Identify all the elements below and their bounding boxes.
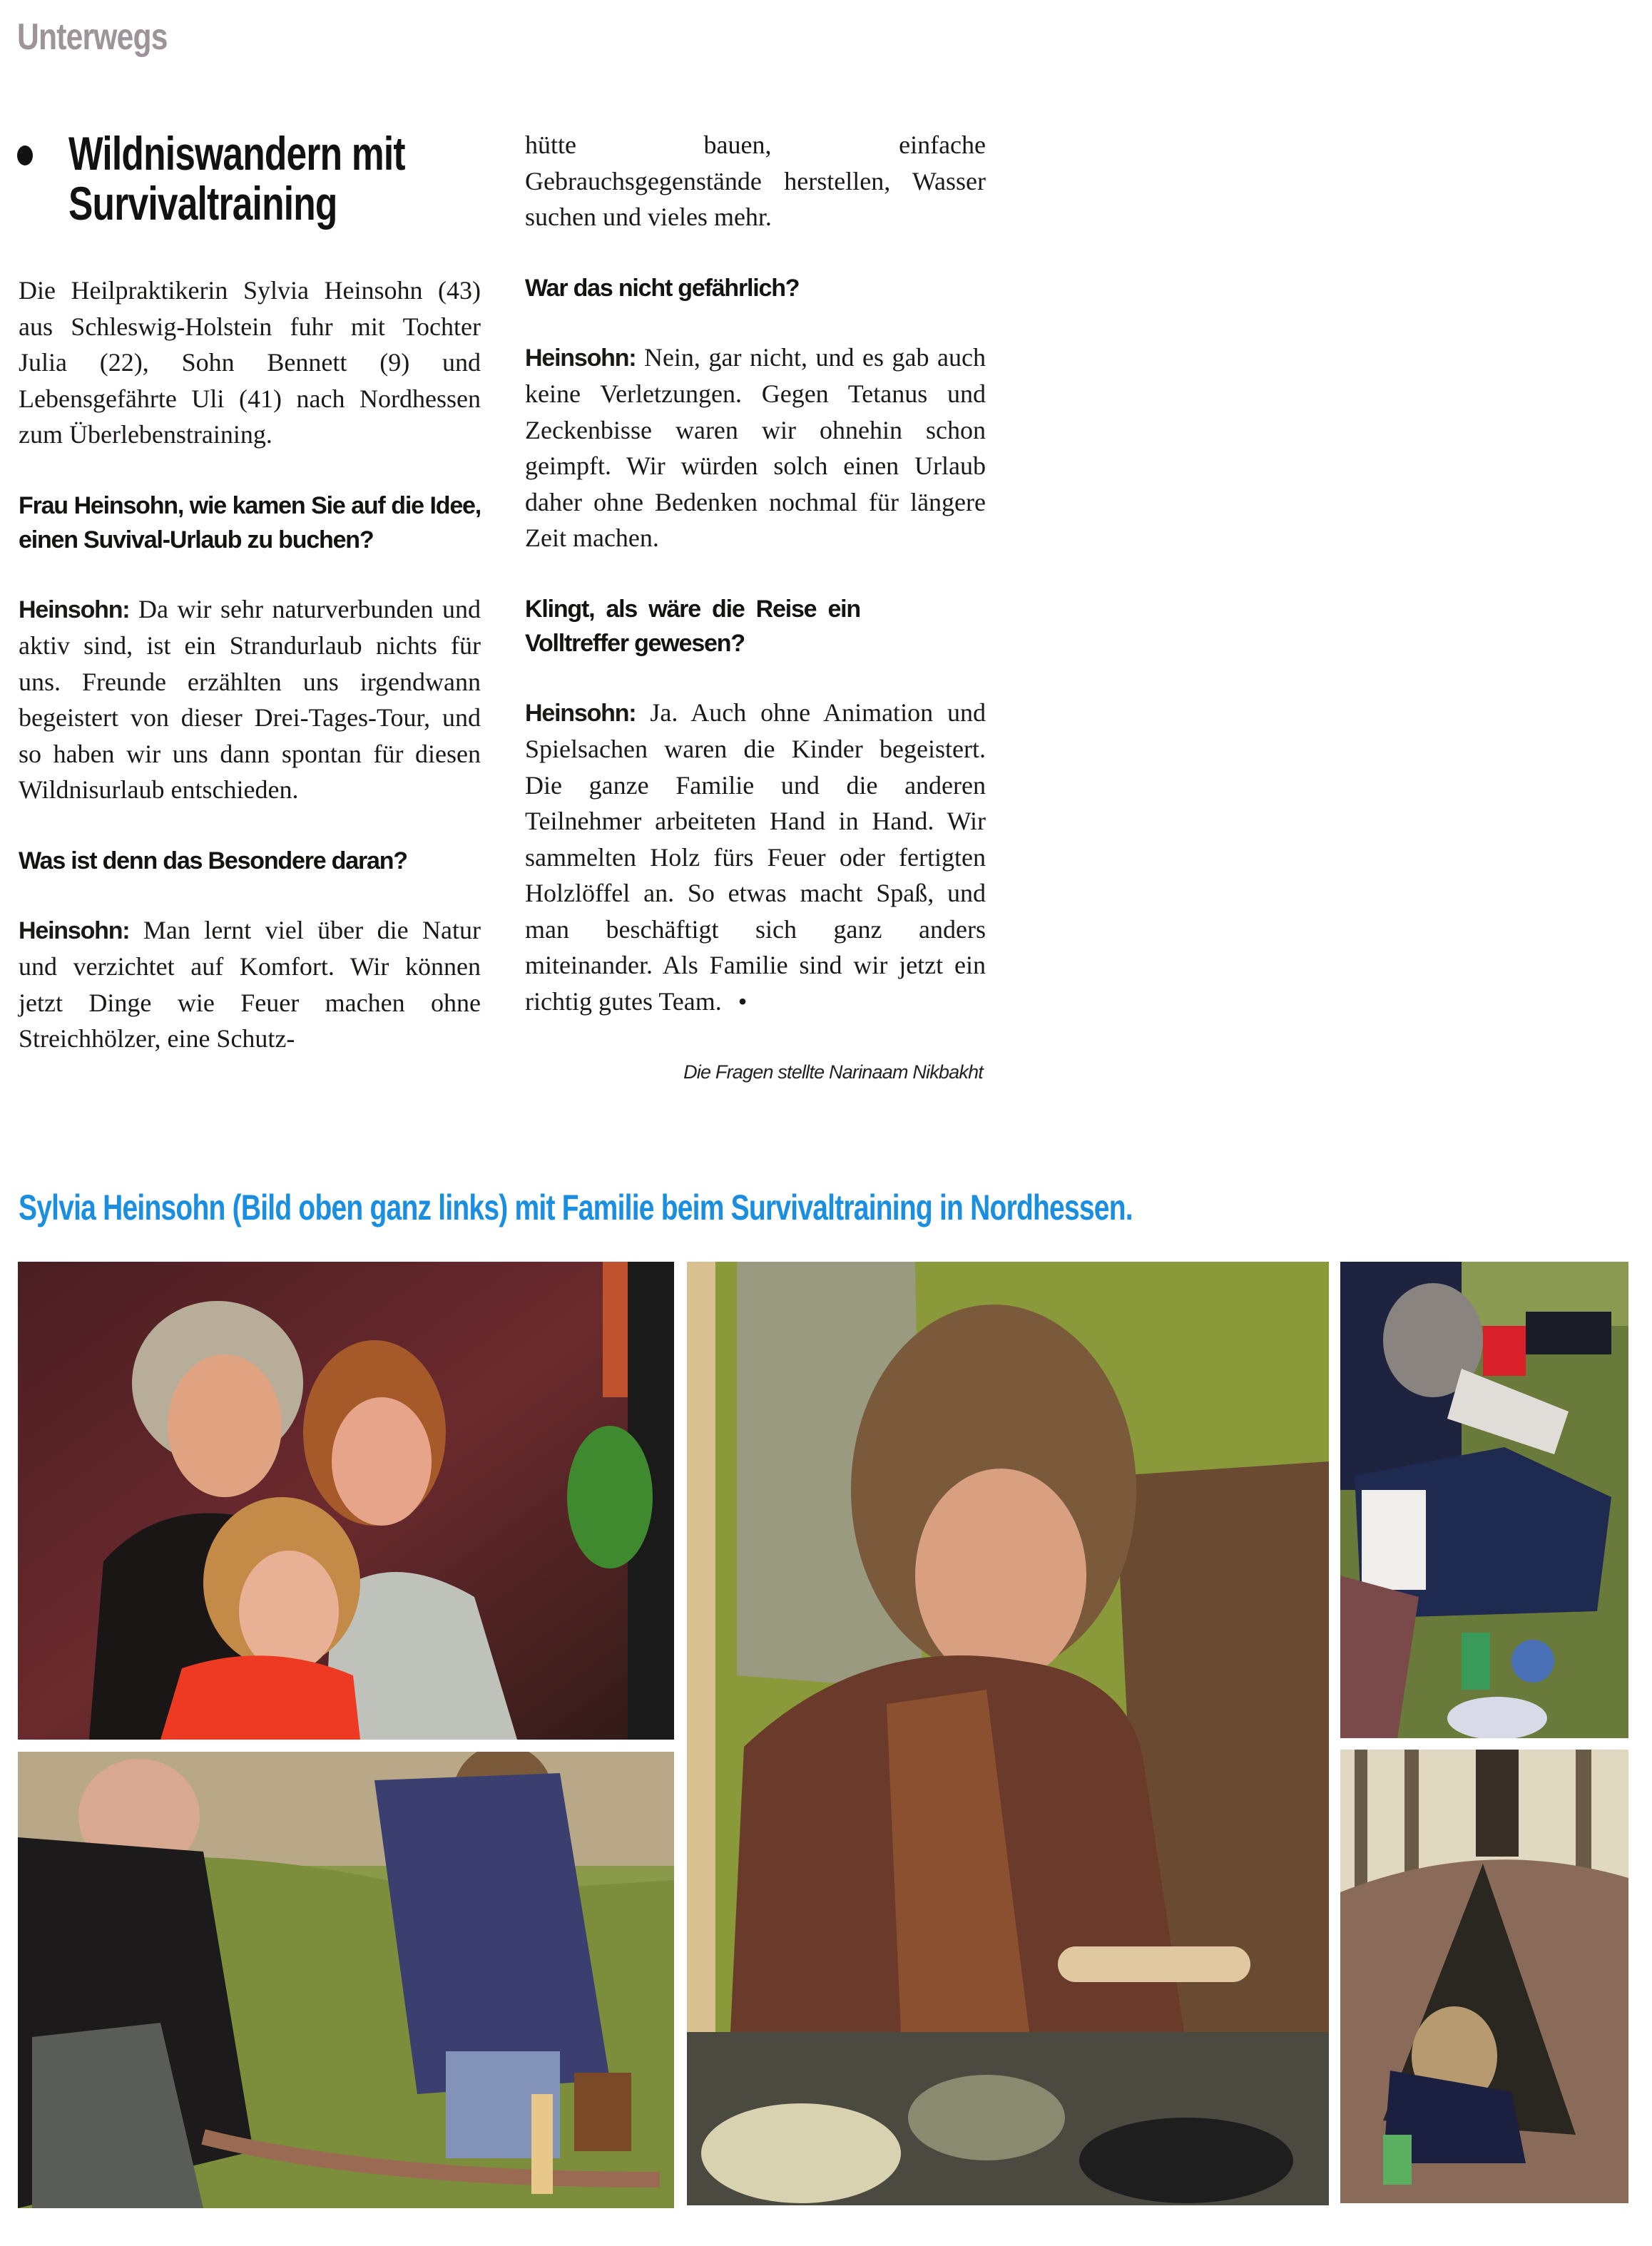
answer-1 — [19, 591, 481, 808]
photo-leaf-shelter-image — [1340, 1750, 1628, 2203]
answer-4 — [525, 695, 986, 1020]
article-column-right — [525, 127, 986, 1019]
photo-boy-carving-spoon — [687, 1262, 1329, 2205]
bullet-icon — [17, 146, 33, 165]
interviewer-credit: Die Fragen stellte Narinaam Nikbakht — [683, 1061, 983, 1083]
answer-3 — [525, 340, 986, 556]
speaker-label: Heinsohn: — [19, 917, 130, 944]
photo-family-image — [18, 1262, 674, 1740]
answer-3-text: Nein, gar nicht, und es gab auch keine Verletzungen. Gegen Tetanus und Zeckenbisse waren wir ohnehin schon geimpft. Wir würden solch einen Urlaub daher ohne Bedenken nochmal für längere Zeit machen. — [525, 342, 986, 552]
answer-2-text-part-1: Man lernt viel über die Natur und verzichtet auf Komfort. Wir können jetzt Dinge wie Feuer machen ohne Streichhölzer, eine Schutz- — [19, 915, 481, 1053]
question-2: Was ist denn das Besondere daran? — [19, 847, 407, 874]
photo-fire-making — [18, 1752, 674, 2208]
speaker-label: Heinsohn: — [525, 344, 636, 372]
photo-leaf-shelter — [1340, 1750, 1628, 2203]
answer-2-part-1 — [19, 912, 481, 1057]
photo-caption: Sylvia Heinsohn (Bild oben ganz links) mit Familie beim Survivaltraining in Nordhessen. — [19, 1188, 1133, 1227]
photo-boy-carving-spoon-image — [687, 1262, 1329, 2205]
end-mark-icon: • — [738, 986, 748, 1016]
intro-paragraph: Die Heilpraktikerin Sylvia Heinsohn (43) aus Schleswig-Holstein fuhr mit Tochter Julia (22), Sohn Bennett (9) und Lebensgefährte Uli (41) nach Nordhessen zum Überlebenstraining. — [19, 276, 481, 449]
photo-woman-carving-image — [1340, 1262, 1628, 1738]
speaker-label: Heinsohn: — [525, 699, 636, 727]
photo-family — [18, 1262, 674, 1740]
question-4: Klingt, als wäre die Reise ein Volltreffer gewesen? — [525, 595, 860, 657]
headline-line-1: Wildniswandern mit — [68, 127, 405, 180]
headline — [17, 128, 488, 228]
answer-4-text: Ja. Auch ohne Animation und Spielsachen waren die Kinder begeistert. Die ganze Familie und die anderen Teilnehmer arbeiteten Hand in Hand. Wir sammelten Holz fürs Feuer oder fertigten Holzlöffel an. So etwas macht Spaß, und man beschäftigt sich ganz anders miteinander. Als Familie sind wir jetzt ein richtig gutes Team. — [525, 698, 986, 1016]
section-label: Unterwegs — [17, 16, 168, 58]
answer-1-text: Da wir sehr naturverbunden und aktiv sind, ist ein Strandurlaub nichts für uns. Freunde erzählten uns irgendwann begeistert von dieser Drei-Tages-Tour, und so haben wir uns dann spontan für diesen Wildnisurlaub entschieden. — [19, 594, 481, 804]
photo-fire-making-image — [18, 1752, 674, 2208]
answer-2-part-2: hütte bauen, einfache Gebrauchsgegenstände herstellen, Wasser suchen und vieles mehr. — [525, 131, 986, 231]
speaker-label: Heinsohn: — [19, 596, 130, 623]
article-column-left — [19, 272, 481, 1057]
photo-woman-carving — [1340, 1262, 1628, 1738]
question-3: War das nicht gefährlich? — [525, 274, 800, 302]
headline-line-2: Survivaltraining — [68, 177, 337, 230]
question-1: Frau Heinsohn, wie kamen Sie auf die Idee, einen Suvival-Urlaub zu buchen? — [19, 491, 481, 553]
